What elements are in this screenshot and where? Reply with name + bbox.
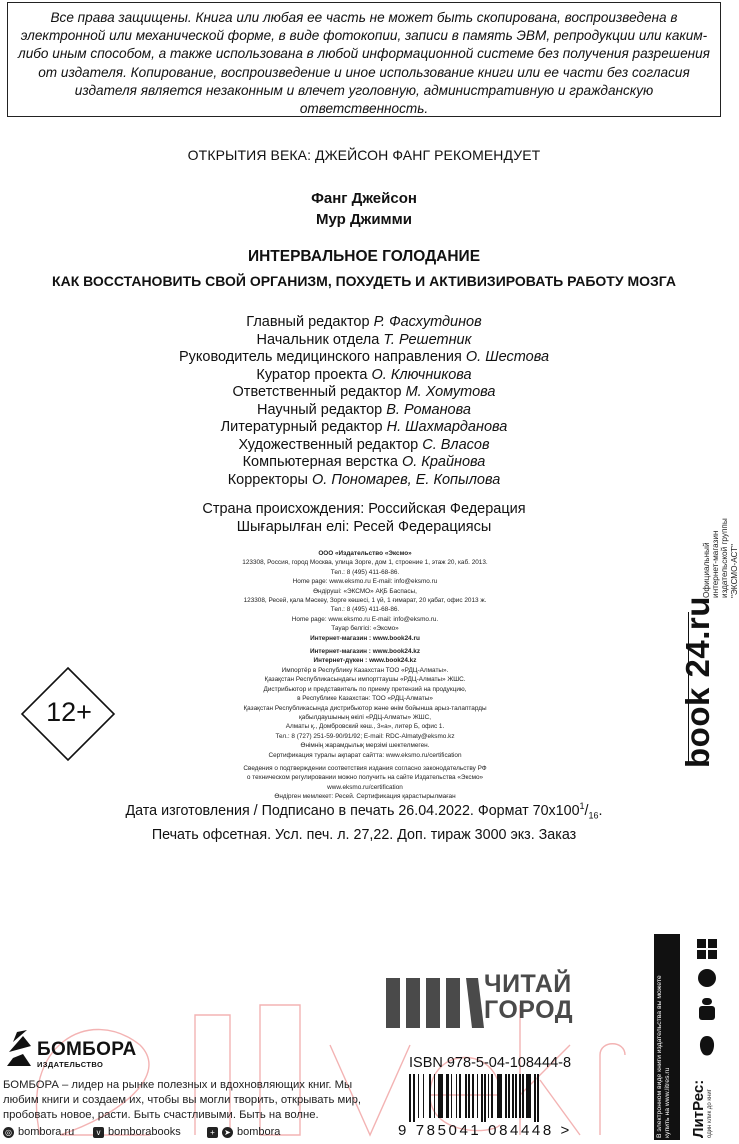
- credit-line: Корректоры О. Пономарев, Е. Копылова: [227, 471, 501, 488]
- publisher-line: Тауар белгісі: «Эксмо»: [331, 625, 399, 633]
- barcode-bar: [456, 1074, 457, 1118]
- publisher-line: Интернет-магазин : www.book24.ru: [310, 634, 420, 642]
- credit-line: Художественный редактор С. Власов: [238, 436, 490, 453]
- bombora-description: БОМБОРА – лидер на рынке полезных и вдохновляющих книг. Мы любим книги и создаем их, чтобы вы могли творить, открывать мир, пробовать новое, расти. Быть счастливыми. Быть на волне.: [3, 1079, 362, 1121]
- publisher-line: Home page: www.eksmo.ru E-mail: info@eksmo.ru: [292, 578, 438, 586]
- barcode-bar: [438, 1074, 441, 1118]
- book24-logo: book 24.ru: [679, 596, 716, 768]
- publisher-line: Интернет-магазин : www.book24.kz: [309, 648, 421, 656]
- barcode-bar: [505, 1074, 507, 1118]
- barcode-bar: [459, 1074, 461, 1118]
- publisher-line: в Республике Казахстан: ТОО «РДЦ-Алматы»: [297, 695, 433, 703]
- publisher-line: Сертификация туралы ақпарат сайтта: www.eksmo.ru/certification: [268, 751, 462, 759]
- credit-line: Литературный редактор Н. Шахмарданова: [220, 419, 508, 435]
- book-title: ИНТЕРВАЛЬНОЕ ГОЛОДАНИЕ: [247, 248, 481, 265]
- barcode-bar: [481, 1074, 483, 1122]
- credits-list: [0, 314, 728, 489]
- author-1: Фанг Джейсон: [311, 190, 417, 207]
- barcode-bar: [429, 1074, 431, 1118]
- barcode-digits: 9 785041 084448 >: [398, 1122, 572, 1139]
- bombora-subtitle: ИЗДАТЕЛЬСТВО: [37, 1060, 104, 1069]
- barcode-bar: [434, 1074, 435, 1118]
- barcode-bar: [526, 1074, 529, 1118]
- barcode-bar: [497, 1074, 500, 1118]
- social-messengers[interactable]: + ➤ bombora: [207, 1126, 280, 1138]
- barcode-bar: [441, 1074, 443, 1118]
- publisher-line: www.eksmo.ru/certification: [327, 783, 403, 791]
- barcode-bar: [488, 1074, 489, 1118]
- barcode-bar: [468, 1074, 470, 1118]
- barcode-bar: [409, 1074, 411, 1122]
- platform-icons: [694, 936, 722, 1086]
- credit-line: Ответственный редактор М. Хомутова: [232, 384, 496, 400]
- publisher-info: [170, 549, 560, 802]
- barcode-bar: [500, 1074, 502, 1118]
- credit-line: Компьютерная верстка О. Крайнова: [242, 454, 486, 470]
- plus-icon: +: [207, 1127, 218, 1138]
- credit-line: Куратор проекта О. Ключникова: [256, 366, 472, 383]
- credit-line: Научный редактор В. Романова: [257, 401, 471, 418]
- barcode-bar: [477, 1074, 478, 1118]
- barcode-bar: [491, 1074, 493, 1118]
- publisher-line: о техническом регулировании можно получить на сайте Издательства «Эксмо»: [246, 774, 484, 782]
- bombora-name: БОМБОРА: [37, 1039, 137, 1060]
- print-details: Дата изготовления / Подписано в печать 26.04.2022. Формат $70x100^1/_{16}$. Печать офсетная. Усл. печ. л. 27,22. Доп. тираж 3000 экз. Заказ: [125, 801, 603, 843]
- social-vk[interactable]: v bomborabooks: [93, 1126, 181, 1138]
- publisher-line: Тел.: 8 (727) 251-59-90/91/92; E-mail: RDC-Almaty@eksmo.kz: [275, 732, 455, 740]
- publisher-line: Сведения о подтверждении соответствия издания согласно законодательству РФ: [243, 764, 487, 772]
- barcode-bar: [451, 1074, 452, 1118]
- barcode-bar: [423, 1074, 424, 1118]
- litres-brand: ЛитРес: один клик до книг: [690, 1079, 713, 1138]
- publisher-line: 123308, Россия, город Москва, улица Зорге, дом 1, строение 1, этаж 20, каб. 2013.: [242, 559, 488, 567]
- age-rating: 12+: [46, 697, 92, 727]
- publisher-line: ООО «Издательство «Эксмо»: [318, 550, 412, 557]
- barcode-bar: [522, 1074, 524, 1118]
- barcode-bar: [465, 1074, 467, 1118]
- barcode-bar: [512, 1074, 514, 1118]
- social-web[interactable]: ◎ bombora.ru: [5, 1126, 75, 1138]
- barcode-bar: [472, 1074, 474, 1118]
- publisher-line: Қазақстан Республикасында дистрибьютор және өнім бойынша арыз-талаптарды: [243, 704, 487, 712]
- credit-line: Руководитель медицинского направления О. Шестова: [178, 349, 550, 365]
- publisher-line: Тел.: 8 (495) 411-68-86.: [330, 568, 400, 576]
- publisher-line: Home page: www.eksmo.ru E-mail: info@eksmo.ru.: [291, 615, 439, 623]
- publisher-line: Қазақстан Республикасындағы импорттаушы «РДЦ-Алматы» ЖШС.: [264, 676, 466, 684]
- publisher-line: қабылдаушының өкілі «РДЦ-Алматы» ЖШС,: [299, 713, 431, 721]
- barcode-bar: [508, 1074, 510, 1118]
- barcode-bar: [519, 1074, 521, 1118]
- barcode-bar: [418, 1074, 419, 1118]
- country-of-origin: Страна происхождения: Российская Федерация Шығарылған елі: Ресей Федерациясы: [202, 501, 526, 535]
- publisher-line: Өндіруші: «ЭКСМО» АҚБ Баспасы,: [313, 587, 417, 595]
- chitai-gorod-text: ЧИТАЙ ГОРОД: [484, 970, 574, 1024]
- barcode-bar: [537, 1074, 539, 1122]
- publisher-line: Алматы қ., Домбровский көш., 3«а», литер Б, офис 1.: [285, 723, 445, 731]
- book24-caption: Официальный интернет-магазин издательской группы "ЭКСМО-АСТ": [702, 518, 739, 598]
- publisher-line: Тел.: 8 (495) 411-68-86.: [330, 606, 400, 614]
- book-subtitle: КАК ВОССТАНОВИТЬ СВОЙ ОРГАНИЗМ, ПОХУДЕТЬ И АКТИВИЗИРОВАТЬ РАБОТУ МОЗГА: [52, 273, 676, 289]
- publisher-line: 123308, Ресей, қала Мәскеу, Зорге көшесі, 1 үй, 1 ғимарат, 20 қабат, офис 2013 ж.: [243, 597, 487, 605]
- publisher-line: Импортёр в Республику Казахстан ТОО «РДЦ-Алматы».: [281, 666, 449, 674]
- barcode-bar: [413, 1074, 415, 1122]
- barcode-bar: [446, 1074, 449, 1118]
- isbn: ISBN 978-5-04-108444-8: [409, 1055, 572, 1071]
- barcode-bar: [529, 1074, 531, 1118]
- telegram-icon: ➤: [222, 1127, 233, 1138]
- publisher-line: Дистрибьютор и представитель по приему претензий на продукцию,: [263, 685, 467, 693]
- author-2: Мур Джимми: [316, 211, 412, 228]
- litres-panel-text: В электронном виде книги издательства вы можете купить на www.litres.ru: [656, 975, 672, 1138]
- vk-icon: v: [93, 1127, 104, 1138]
- barcode-bar: [484, 1074, 486, 1122]
- publisher-line: Өндірген мемлекет: Ресей. Сертификация қарастырылмаған: [274, 793, 456, 801]
- publisher-line: Интернет-дүкен : www.book24.kz: [313, 657, 417, 665]
- credit-line: Главный редактор Р. Фасхутдинов: [246, 314, 482, 330]
- credit-line: Начальник отдела Т. Решетник: [256, 331, 472, 348]
- barcode: [409, 1074, 605, 1122]
- barcode-bar: [534, 1074, 536, 1122]
- publisher-line: Өнімнің жарамдылық мерзімі шектелмеген.: [300, 742, 430, 750]
- copyright-notice: Все права защищены. Книга или любая ее часть не может быть скопирована, воспроизведена в электронной или механической форме, в виде фотокопии, записи в память ЭВМ, репродукции или каким-либо иным способом, а также использована в любой информационной системе без получения разрешения от издателя. Копирование, воспроизведение и иное использование книги или ее части без согласия издателя является незаконным и влечет уголовную, административную и гражданскую ответственность.: [7, 2, 721, 117]
- globe-icon: ◎: [3, 1127, 14, 1138]
- series-title: ОТКРЫТИЯ ВЕКА: ДЖЕЙСОН ФАНГ РЕКОМЕНДУЕТ: [187, 147, 541, 163]
- barcode-bar: [515, 1074, 517, 1118]
